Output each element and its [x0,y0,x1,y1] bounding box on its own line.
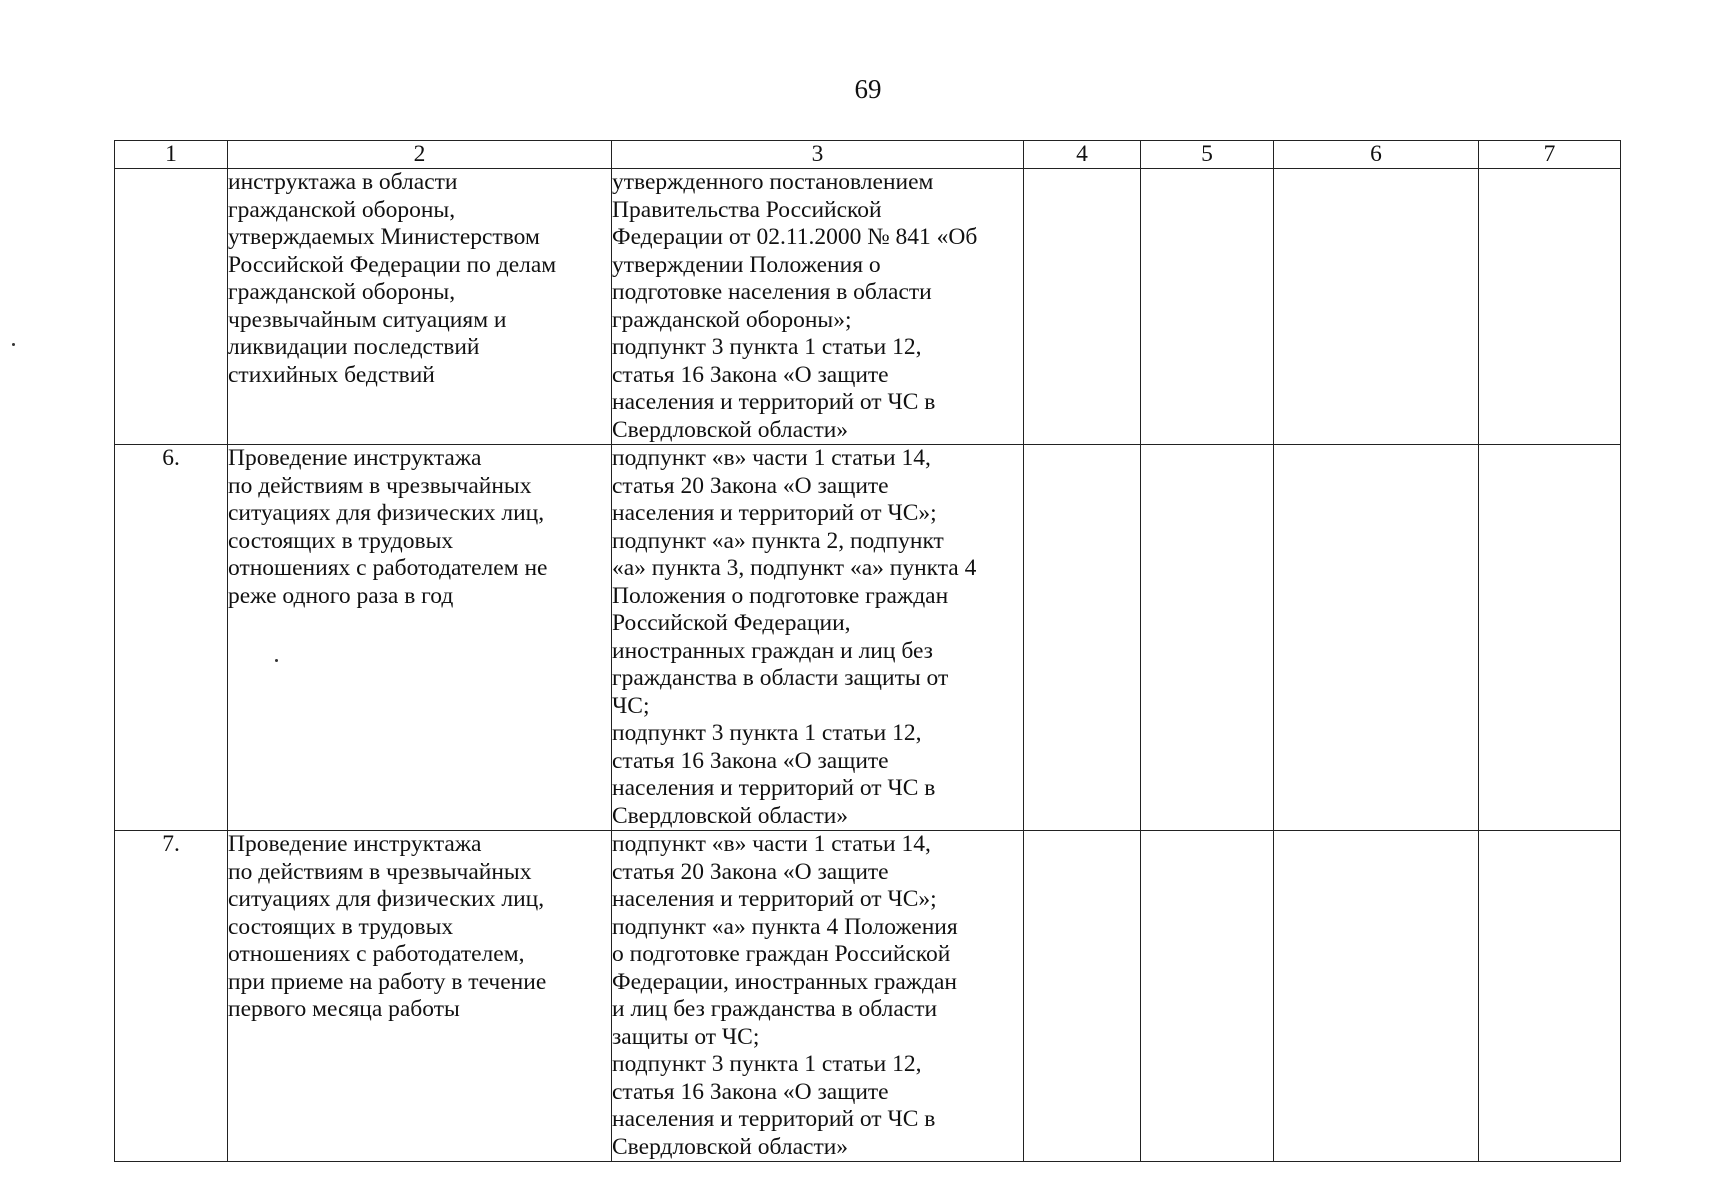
table-row [115,169,1621,445]
empty-cell [1024,831,1141,1162]
measure-text: Проведение инструктажа по действиям в чрезвычайных ситуациях для физических лиц, состоящих в трудовых отношениях с работодателем не реже одного раза в год [228,445,548,609]
measure-cell [228,445,612,831]
empty-cell [1479,169,1621,445]
empty-cell [1479,831,1621,1162]
empty-cell [1024,445,1141,831]
measure-cell [228,831,612,1162]
column-header: 7 [1479,141,1621,169]
row-number [115,169,228,445]
measure-text: инструктажа в области гражданской обороны, утверждаемых Министерством Российской Федерации по делам гражданской обороны, чрезвычайным ситуациям и ликвидации последствий стихийных бедствий [228,169,557,388]
column-header: 3 [612,141,1024,169]
document-table [114,140,1621,1162]
measure-text: Проведение инструктажа по действиям в чрезвычайных ситуациях для физических лиц, состоящих в трудовых отношениях с работодателем, при приеме на работу в течение первого месяца работы [228,831,547,1022]
empty-cell [1024,169,1141,445]
column-header: 6 [1274,141,1479,169]
measure-cell [228,169,612,445]
legal-basis-text: утвержденного постановлением Правительства Российской Федерации от 02.11.2000 № 841 «Об утверждении Положения о подготовке населения в области гражданской обороны»; подпункт 3 пункта 1 статьи 12, статья 16 Закона «О защите населения и территорий от ЧС в Свердловской области» [612,169,978,443]
column-header: 4 [1024,141,1141,169]
row-number: 7. [115,831,228,1162]
empty-cell [1274,445,1479,831]
column-header: 2 [228,141,612,169]
header-row [115,141,1621,169]
empty-cell [1274,831,1479,1162]
legal-basis-cell [612,831,1024,1162]
legal-basis-text: подпункт «в» части 1 статьи 14, статья 20 Закона «О защите населения и территорий от ЧС»; подпункт «а» пункта 4 Положения о подготовке граждан Российской Федерации, иностранных граждан и лиц без гражданства в области защиты от ЧС; подпункт 3 пункта 1 статьи 12, статья 16 Закона «О защите населения и территорий от ЧС в Свердловской области» [612,831,958,1160]
empty-cell [1274,169,1479,445]
column-header: 1 [115,141,228,169]
legal-basis-cell [612,169,1024,445]
empty-cell [1141,169,1274,445]
empty-cell [1141,445,1274,831]
row-number: 6. [115,445,228,831]
page-number: 69 [854,74,882,104]
empty-cell [1479,445,1621,831]
table-row [115,445,1621,831]
scan-speck [12,343,15,346]
table-row [115,831,1621,1162]
legal-basis-cell [612,445,1024,831]
empty-cell [1141,831,1274,1162]
column-header: 5 [1141,141,1274,169]
legal-basis-text: подпункт «в» части 1 статьи 14, статья 20 Закона «О защите населения и территорий от ЧС»; подпункт «а» пункта 2, подпункт «а» пункта 3, подпункт «а» пункта 4 Положения о подготовке граждан Российской Федерации, иностранных граждан и лиц без гражданства в области защиты от ЧС; подпункт 3 пункта 1 статьи 12, статья 16 Закона «О защите населения и территорий от ЧС в Свердловской области» [612,445,977,829]
